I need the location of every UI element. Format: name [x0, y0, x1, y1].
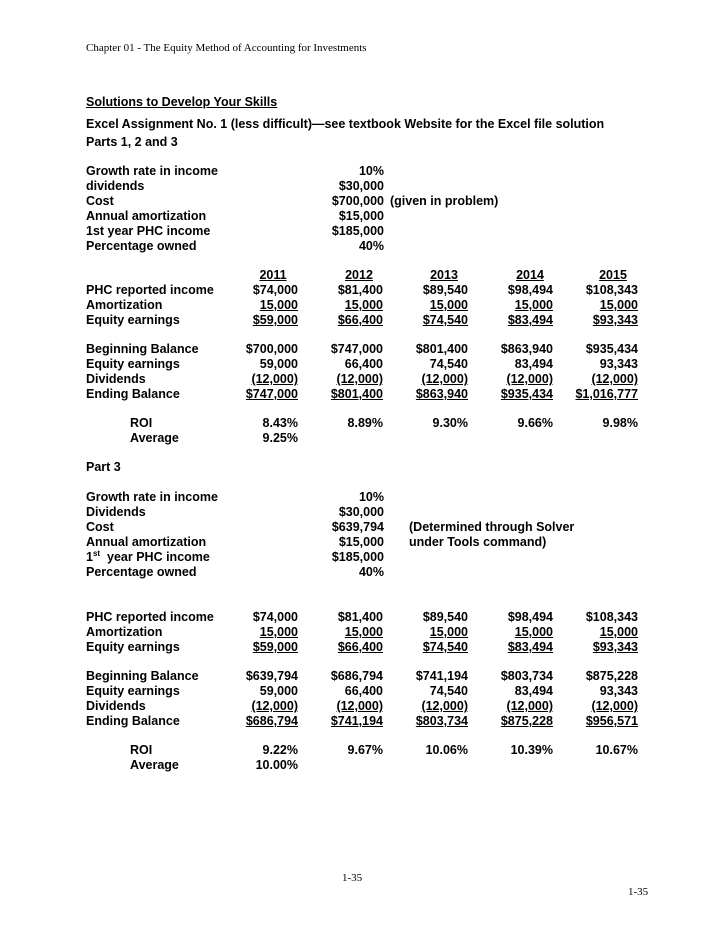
table-cell: $81,400: [337, 610, 383, 624]
table-cell: $93,343: [592, 313, 638, 327]
table-cell: $686,794: [330, 669, 383, 683]
table-cell: $639,794: [245, 669, 298, 683]
section-title: Solutions to Develop Your Skills: [86, 95, 278, 109]
table-cell: $108,343: [585, 610, 638, 624]
assumption-label: Dividends: [86, 505, 146, 519]
assumption-label: Percentage owned: [86, 565, 197, 579]
roi-value: 8.43%: [262, 416, 298, 430]
table-cell: 15,000: [344, 625, 383, 639]
assumption-label: 1st year PHC income: [86, 224, 211, 238]
roi-value: 10.39%: [510, 743, 553, 757]
year-header: 2015: [599, 268, 627, 282]
table-cell: (12,000): [421, 372, 468, 386]
table-cell: $83,494: [507, 313, 553, 327]
table-cell: $74,000: [252, 610, 298, 624]
row-label: Amortization: [86, 625, 163, 639]
assumption-value: $15,000: [338, 209, 384, 223]
roi-value: 9.30%: [432, 416, 468, 430]
table-cell: 83,494: [514, 684, 553, 698]
assumption-value: $185,000: [331, 550, 384, 564]
average-label: Average: [130, 431, 179, 445]
table-cell: 93,343: [599, 357, 638, 371]
assumption-value: $185,000: [331, 224, 384, 238]
assumption-label: Annual amortization: [86, 209, 207, 223]
table-cell: 66,400: [344, 357, 383, 371]
table-cell: (12,000): [591, 699, 638, 713]
assumption-value: $30,000: [338, 505, 384, 519]
table-cell: $81,400: [337, 283, 383, 297]
table-cell: 74,540: [429, 357, 468, 371]
assumption-value: $30,000: [338, 179, 384, 193]
roi-value: 9.98%: [602, 416, 638, 430]
table-cell: $700,000: [245, 342, 298, 356]
roi-label: ROI: [130, 743, 153, 757]
table-cell: $686,794: [245, 714, 298, 728]
roi-value: 9.66%: [517, 416, 553, 430]
roi-value: 9.22%: [262, 743, 298, 757]
table-cell: (12,000): [336, 372, 383, 386]
table-cell: 74,540: [429, 684, 468, 698]
row-label: Equity earnings: [86, 640, 180, 654]
assumption-label: Cost: [86, 520, 114, 534]
page-number-center: 1-35: [342, 872, 363, 884]
assumption-label-part: 1: [86, 550, 93, 564]
average-value: 9.25%: [262, 431, 298, 445]
assumption-value: 10%: [358, 164, 384, 178]
assumption-label: Annual amortization: [86, 535, 207, 549]
assumption-value: $639,794: [331, 520, 384, 534]
year-header: 2014: [516, 268, 544, 282]
table-cell: 15,000: [259, 298, 298, 312]
table-cell: $935,434: [585, 342, 638, 356]
table-cell: $803,734: [415, 714, 468, 728]
assumption-value: 40%: [358, 565, 384, 579]
table-cell: $803,734: [500, 669, 553, 683]
assumption-label: Growth rate in income: [86, 164, 218, 178]
average-value: 10.00%: [255, 758, 298, 772]
roi-label: ROI: [130, 416, 153, 430]
table-cell: $875,228: [500, 714, 553, 728]
roi-value: 9.67%: [347, 743, 383, 757]
table-cell: 15,000: [344, 298, 383, 312]
table-cell: $801,400: [330, 387, 383, 401]
row-label: Ending Balance: [86, 714, 180, 728]
year-header: 2011: [259, 268, 287, 282]
assumption-label: Growth rate in income: [86, 490, 218, 504]
table-cell: $875,228: [585, 669, 638, 683]
part3-title: Part 3: [86, 460, 121, 474]
table-cell: $74,540: [422, 313, 468, 327]
table-cell: (12,000): [251, 699, 298, 713]
parts-line: Parts 1, 2 and 3: [86, 135, 178, 149]
table-cell: $93,343: [592, 640, 638, 654]
cost-note: (Determined through Solver: [409, 520, 575, 534]
table-cell: $74,540: [422, 640, 468, 654]
table-cell: (12,000): [421, 699, 468, 713]
table-cell: (12,000): [506, 372, 553, 386]
table-cell: 15,000: [599, 298, 638, 312]
year-header: 2013: [430, 268, 458, 282]
table-cell: $89,540: [422, 610, 468, 624]
table-cell: $83,494: [507, 640, 553, 654]
chapter-header: Chapter 01 - The Equity Method of Accounting for Investments: [86, 42, 367, 54]
superscript: st: [92, 548, 101, 558]
row-label: Ending Balance: [86, 387, 180, 401]
row-label: Equity earnings: [86, 684, 180, 698]
assumption-value: 10%: [358, 490, 384, 504]
table-cell: 83,494: [514, 357, 553, 371]
table-cell: $935,434: [500, 387, 553, 401]
assumption-value: $700,000: [331, 194, 384, 208]
row-label: Beginning Balance: [86, 342, 199, 356]
table-cell: $956,571: [585, 714, 638, 728]
table-cell: 59,000: [259, 684, 298, 698]
assumption-value: 40%: [358, 239, 384, 253]
table-cell: $863,940: [415, 387, 468, 401]
assumption-label: Cost: [86, 194, 114, 208]
table-cell: $59,000: [252, 313, 298, 327]
row-label: Dividends: [86, 372, 146, 386]
table-cell: 15,000: [599, 625, 638, 639]
assumption-label: [86, 550, 210, 565]
row-label: Amortization: [86, 298, 163, 312]
table-cell: $98,494: [507, 283, 553, 297]
table-cell: 15,000: [514, 625, 553, 639]
year-header: 2012: [345, 268, 373, 282]
table-cell: (12,000): [336, 699, 383, 713]
table-cell: 93,343: [599, 684, 638, 698]
table-cell: $741,194: [330, 714, 383, 728]
assumption-label: dividends: [86, 179, 145, 193]
table-cell: $108,343: [585, 283, 638, 297]
row-label: Equity earnings: [86, 357, 180, 371]
table-cell: 15,000: [259, 625, 298, 639]
table-cell: $98,494: [507, 610, 553, 624]
roi-value: 10.06%: [425, 743, 468, 757]
row-label: PHC reported income: [86, 283, 214, 297]
table-cell: $59,000: [252, 640, 298, 654]
table-cell: $89,540: [422, 283, 468, 297]
cost-note: under Tools command): [409, 535, 547, 549]
page-number-right: 1-35: [628, 886, 649, 898]
table-cell: 15,000: [429, 625, 468, 639]
table-cell: (12,000): [591, 372, 638, 386]
table-cell: 59,000: [259, 357, 298, 371]
roi-value: 8.89%: [347, 416, 383, 430]
table-cell: (12,000): [251, 372, 298, 386]
table-cell: 15,000: [429, 298, 468, 312]
table-cell: 15,000: [514, 298, 553, 312]
row-label: Beginning Balance: [86, 669, 199, 683]
table-cell: $66,400: [337, 640, 383, 654]
table-cell: 66,400: [344, 684, 383, 698]
assignment-line: Excel Assignment No. 1 (less difficult)—see textbook Website for the Excel file solution: [86, 117, 605, 131]
table-cell: $801,400: [415, 342, 468, 356]
table-cell: $741,194: [415, 669, 468, 683]
row-label: PHC reported income: [86, 610, 214, 624]
table-cell: $863,940: [500, 342, 553, 356]
table-cell: $66,400: [337, 313, 383, 327]
assumption-value: $15,000: [338, 535, 384, 549]
table-cell: $747,000: [245, 387, 298, 401]
assumption-label-part: year PHC income: [100, 550, 210, 564]
table-cell: $74,000: [252, 283, 298, 297]
table-cell: $1,016,777: [575, 387, 638, 401]
roi-value: 10.67%: [595, 743, 638, 757]
assumption-note: (given in problem): [390, 194, 499, 208]
row-label: Equity earnings: [86, 313, 180, 327]
average-label: Average: [130, 758, 179, 772]
assumption-label: Percentage owned: [86, 239, 197, 253]
table-cell: $747,000: [330, 342, 383, 356]
row-label: Dividends: [86, 699, 146, 713]
table-cell: (12,000): [506, 699, 553, 713]
